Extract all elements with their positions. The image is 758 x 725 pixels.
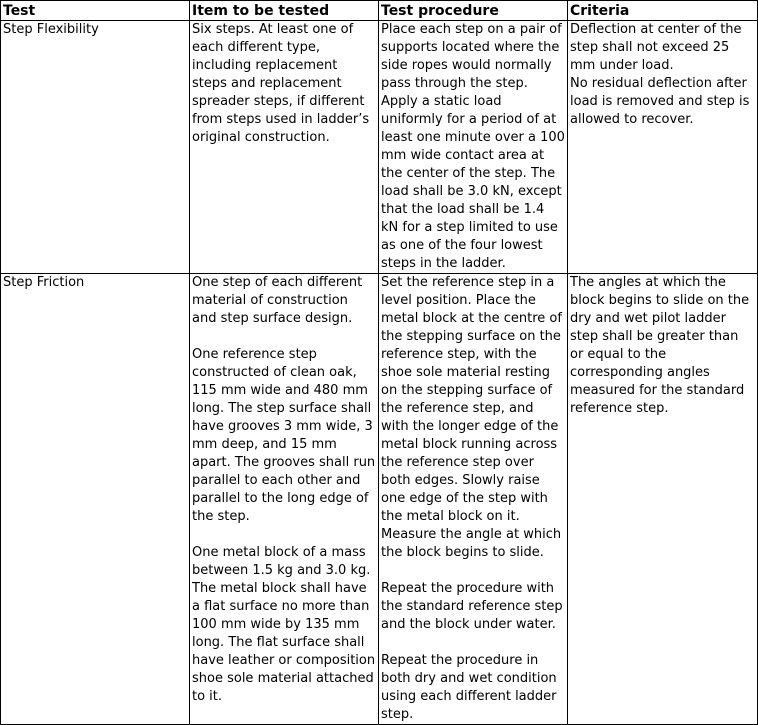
table-row xyxy=(1,274,758,725)
procedure-cell xyxy=(379,274,568,725)
test-name: Step Flexibility xyxy=(3,22,99,37)
test-name: Step Friction xyxy=(3,275,85,290)
item-paragraph: One reference step constructed of clean oak, 115 mm wide and 480 mm long. The step surface shall have grooves 3 mm wide, 3 mm deep, and 15 mm apart. The grooves shall run parallel to each other and parallel to the long edge of the step. xyxy=(192,347,380,524)
procedure-paragraph: Place each step on a pair of supports located where the side ropes would normally pass through the step. Apply a static load uniformly for a period of at least one minute over a 100 mm wide contact area at the center of the step. The load shall be 3.0 kN, except that the load shall be 1.4 kN for a step limited to use as one of the four lowest steps in the ladder. xyxy=(381,22,570,271)
header-criteria: Criteria xyxy=(568,1,758,21)
header-test-procedure: Test procedure xyxy=(379,1,568,21)
criteria-cell xyxy=(568,274,758,725)
criteria-paragraph: The angles at which the block begins to slide on the dry and wet pilot ladder step shall be greater than or equal to the corresponding angles measured for the standard reference step. xyxy=(570,275,754,416)
header-item-to-be-tested: Item to be tested xyxy=(190,1,379,21)
item-paragraph: One metal block of a mass between 1.5 kg and 3.0 kg. The metal block shall have a flat surface no more than 100 mm wide by 135 mm long. The flat surface shall have leather or composition shoe sole material attached to it. xyxy=(192,545,380,704)
header-test: Test xyxy=(1,1,190,21)
criteria-paragraph: Deflection at center of the step shall not exceed 25 mm under load. No residual deflection after load is removed and step is allowed to recover. xyxy=(570,22,750,127)
procedure-paragraph: Repeat the procedure with the standard reference step and the block under water. xyxy=(381,581,567,632)
item-paragraph: One step of each different material of construction and step surface design. xyxy=(192,275,367,326)
test-name-cell xyxy=(1,274,190,725)
table-row xyxy=(1,21,758,274)
item-paragraph: Six steps. At least one of each different type, including replacement steps and replacement spreader steps, if different from steps used in ladder’s original construction. xyxy=(192,22,374,145)
criteria-cell xyxy=(568,21,758,274)
test-name-cell xyxy=(1,21,190,274)
procedure-paragraph: Repeat the procedure in both dry and wet condition using each different ladder step. xyxy=(381,653,561,722)
header-row xyxy=(1,1,758,21)
procedure-cell xyxy=(379,21,568,274)
item-cell xyxy=(190,274,379,725)
procedure-paragraph: Set the reference step in a level position. Place the metal block at the centre of the stepping surface on the reference step, with the shoe sole material resting on the stepping surface of the reference step, and with the longer edge of the metal block running across the reference step over both edges. Slowly raise one edge of the step with the metal block on it. Measure the angle at which the block begins to slide. xyxy=(381,275,567,560)
item-cell xyxy=(190,21,379,274)
